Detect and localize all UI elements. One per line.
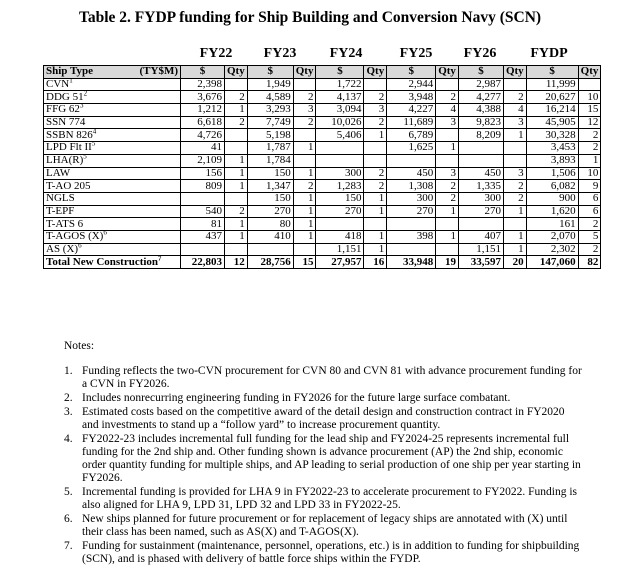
notes-section (64, 340, 584, 567)
funding-amount-cell: 22,803 (181, 256, 225, 269)
funding-amount-cell: 1,347 (247, 180, 293, 193)
funding-amount-cell (387, 243, 436, 256)
quantity-cell: 3 (436, 167, 459, 180)
quantity-cell: 2 (225, 91, 248, 104)
note-number: 7. (64, 540, 73, 552)
funding-amount-cell: 150 (247, 167, 293, 180)
quantity-cell (225, 129, 248, 142)
ship-type-cell (44, 218, 181, 231)
quantity-cell (503, 78, 526, 91)
note-text: Includes nonrecurring engineering funding in FY2026 for the future large surface combatant. (82, 392, 511, 404)
ship-name: DDG 51 (46, 90, 84, 103)
funding-amount-cell: 2,109 (181, 154, 225, 167)
quantity-cell (225, 192, 248, 205)
quantity-cell (225, 78, 248, 91)
fiscal-year-heading: FY24 (329, 46, 363, 61)
funding-amount-cell: 1,722 (316, 78, 364, 91)
qty-header: Qty (225, 66, 248, 79)
ship-type-cell (44, 230, 181, 243)
quantity-cell (293, 154, 316, 167)
funding-amount-cell: 27,957 (316, 256, 364, 269)
quantity-cell: 15 (578, 104, 601, 117)
quantity-cell: 12 (578, 116, 601, 129)
note-text: New ships planned for future procurement or for replacement of legacy ships are annotated with (X) until their class has been named, such as AS(X) and T-AGOS(X). (82, 513, 568, 538)
funding-amount-cell: 6,618 (181, 116, 225, 129)
quantity-cell: 2 (578, 142, 601, 155)
ship-name: T-EPF (46, 205, 75, 217)
quantity-cell (364, 154, 387, 167)
quantity-cell: 1 (225, 167, 248, 180)
quantity-cell: 1 (293, 142, 316, 155)
funding-amount-cell (181, 243, 225, 256)
funding-amount-cell: 8,209 (458, 129, 503, 142)
quantity-cell: 2 (364, 116, 387, 129)
quantity-cell (578, 78, 601, 91)
quantity-cell: 3 (503, 167, 526, 180)
funding-amount-cell: 450 (387, 167, 436, 180)
table-row (44, 154, 601, 167)
funding-amount-cell: 3,676 (181, 91, 225, 104)
quantity-cell (293, 129, 316, 142)
quantity-cell (503, 142, 526, 155)
ship-type-cell (44, 167, 181, 180)
table-title: Table 2. FYDP funding for Ship Building and Conversion Navy (SCN) (78, 9, 542, 26)
funding-amount-cell: 3,293 (247, 104, 293, 117)
quantity-cell: 1 (225, 180, 248, 193)
funding-amount-cell: 81 (181, 218, 225, 231)
qty-header: Qty (436, 66, 459, 79)
quantity-cell: 2 (436, 180, 459, 193)
quantity-cell: 1 (364, 230, 387, 243)
qty-header: Qty (578, 66, 601, 79)
funding-amount-cell: 1,949 (247, 78, 293, 91)
quantity-cell: 1 (225, 230, 248, 243)
total-label: Total New Construction (46, 255, 159, 268)
quantity-cell: 2 (578, 129, 601, 142)
quantity-cell (364, 142, 387, 155)
funding-amount-cell: 3,948 (387, 91, 436, 104)
ship-type-cell (44, 243, 181, 256)
funding-amount-cell: 33,597 (458, 256, 503, 269)
funding-amount-cell: 16,214 (526, 104, 578, 117)
footnote-marker: 6 (78, 243, 82, 250)
quantity-cell: 3 (436, 116, 459, 129)
quantity-cell: 2 (578, 243, 601, 256)
footnote-marker: 4 (92, 128, 97, 136)
funding-amount-cell (247, 243, 293, 256)
funding-amount-cell: 5,406 (316, 129, 364, 142)
funding-amount-cell: 410 (247, 230, 293, 243)
funding-amount-cell: 6,082 (526, 180, 578, 193)
quantity-cell: 2 (436, 192, 459, 205)
quantity-cell: 10 (578, 167, 601, 180)
funding-amount-cell: 30,328 (526, 129, 578, 142)
quantity-cell: 1 (225, 104, 248, 117)
funding-amount-cell: 41 (181, 142, 225, 155)
unit-label: (TY$M) (139, 65, 178, 78)
quantity-cell (503, 218, 526, 231)
funding-amount-cell: 270 (458, 205, 503, 218)
quantity-cell (436, 78, 459, 91)
funding-amount-cell: 4,726 (181, 129, 225, 142)
funding-amount-cell (387, 154, 436, 167)
ship-name: SSN 774 (46, 116, 86, 129)
funding-amount-cell: 11,689 (387, 116, 436, 129)
fiscal-year-heading: FYDP (530, 46, 568, 61)
funding-amount-cell: 3,453 (526, 142, 578, 155)
scn-funding-table (43, 65, 601, 269)
table-row (44, 78, 601, 91)
ship-name: FFG 62 (46, 103, 80, 116)
note-item (64, 433, 584, 485)
ship-name: T-ATS 6 (46, 217, 84, 230)
ship-type-cell (44, 129, 181, 142)
funding-amount-cell: 300 (458, 192, 503, 205)
table-row (44, 129, 601, 142)
funding-amount-cell: 1,308 (387, 180, 436, 193)
quantity-cell: 4 (436, 104, 459, 117)
funding-amount-cell: 4,137 (316, 91, 364, 104)
funding-amount-cell: 1,335 (458, 180, 503, 193)
funding-amount-cell: 4,388 (458, 104, 503, 117)
funding-amount-cell: 1,620 (526, 205, 578, 218)
quantity-cell: 1 (503, 129, 526, 142)
table-row (44, 142, 601, 155)
funding-amount-cell: 270 (387, 205, 436, 218)
funding-amount-cell: 156 (181, 167, 225, 180)
quantity-cell: 20 (503, 256, 526, 269)
amount-header: $ (387, 66, 436, 79)
amount-header: $ (526, 66, 578, 79)
note-item (64, 486, 584, 512)
funding-amount-cell: 407 (458, 230, 503, 243)
ship-type-cell (44, 205, 181, 218)
funding-amount-cell: 11,999 (526, 78, 578, 91)
table-row (44, 230, 601, 243)
qty-header: Qty (364, 66, 387, 79)
note-number: 4. (64, 433, 73, 445)
table-row (44, 180, 601, 193)
footnote-marker: 3 (79, 103, 84, 110)
funding-amount-cell: 80 (247, 218, 293, 231)
funding-amount-cell: 7,749 (247, 116, 293, 129)
quantity-cell: 1 (503, 230, 526, 243)
quantity-cell: 16 (364, 256, 387, 269)
fiscal-year-heading: FY25 (399, 46, 433, 61)
funding-amount-cell (458, 218, 503, 231)
funding-amount-cell (458, 142, 503, 155)
ship-name: LAW (46, 167, 71, 179)
ship-type-cell (44, 116, 181, 129)
table-row (44, 205, 601, 218)
table-row (44, 218, 601, 231)
table-row (44, 91, 601, 104)
ship-type-cell (44, 154, 181, 167)
funding-amount-cell: 450 (458, 167, 503, 180)
funding-amount-cell: 161 (526, 218, 578, 231)
note-text: Estimated costs based on the competitive award of the detail design and construction contract in FY2020 and investments to stand up a “follow yard” to increase procurement quantity. (82, 406, 565, 431)
quantity-cell: 1 (225, 154, 248, 167)
footnote-marker: 6 (103, 230, 107, 237)
quantity-cell: 1 (503, 243, 526, 256)
funding-amount-cell: 2,398 (181, 78, 225, 91)
quantity-cell (293, 78, 316, 91)
quantity-cell: 4 (503, 104, 526, 117)
quantity-cell (436, 129, 459, 142)
ship-name: AS (X) (46, 243, 79, 255)
funding-amount-cell: 4,227 (387, 104, 436, 117)
quantity-cell: 2 (225, 205, 248, 218)
ship-type-cell (44, 91, 181, 104)
funding-amount-cell: 3,893 (526, 154, 578, 167)
funding-amount-cell (181, 192, 225, 205)
note-number: 1. (64, 365, 73, 377)
footnote-marker: 1 (69, 78, 73, 85)
funding-amount-cell: 2,944 (387, 78, 436, 91)
quantity-cell: 2 (364, 167, 387, 180)
funding-amount-cell: 4,277 (458, 91, 503, 104)
funding-amount-cell (316, 154, 364, 167)
ship-name: LPD Flt II (46, 141, 92, 154)
funding-amount-cell: 20,627 (526, 91, 578, 104)
funding-amount-cell: 809 (181, 180, 225, 193)
quantity-cell: 1 (364, 129, 387, 142)
funding-amount-cell: 10,026 (316, 116, 364, 129)
quantity-cell: 6 (578, 205, 601, 218)
funding-amount-cell: 1,784 (247, 154, 293, 167)
funding-amount-cell: 1,283 (316, 180, 364, 193)
quantity-cell: 2 (293, 91, 316, 104)
quantity-cell: 1 (503, 205, 526, 218)
table-row (44, 116, 601, 129)
quantity-cell: 12 (225, 256, 248, 269)
ship-name: LHA(R) (46, 154, 84, 167)
quantity-cell: 10 (578, 91, 601, 104)
quantity-cell (436, 218, 459, 231)
funding-amount-cell: 1,212 (181, 104, 225, 117)
quantity-cell: 1 (364, 192, 387, 205)
quantity-cell: 19 (436, 256, 459, 269)
quantity-cell: 2 (578, 218, 601, 231)
quantity-cell: 1 (293, 167, 316, 180)
funding-amount-cell (316, 142, 364, 155)
table-row (44, 167, 601, 180)
funding-amount-cell (458, 154, 503, 167)
funding-amount-cell: 437 (181, 230, 225, 243)
note-item (64, 540, 584, 566)
note-text: FY2022-23 includes incremental full funding for the lead ship and FY2024-25 represents incremental full funding for the 2nd ship and. Other funding shown is advance procurement (AP) the 2nd ship, economic order quantity funding for multiple ships, and AP leading to serial production of one ship per year starting in FY2026. (82, 433, 581, 484)
quantity-cell: 2 (503, 91, 526, 104)
note-item (64, 513, 584, 539)
quantity-cell: 9 (578, 180, 601, 193)
quantity-cell: 2 (436, 91, 459, 104)
funding-amount-cell: 300 (316, 167, 364, 180)
funding-amount-cell: 6,789 (387, 129, 436, 142)
quantity-cell: 1 (436, 142, 459, 155)
funding-amount-cell: 150 (316, 192, 364, 205)
funding-amount-cell: 900 (526, 192, 578, 205)
ship-name: CVN (46, 78, 70, 91)
quantity-cell: 6 (578, 192, 601, 205)
quantity-cell: 2 (503, 192, 526, 205)
quantity-cell: 1 (293, 230, 316, 243)
quantity-cell (293, 243, 316, 256)
qty-header: Qty (503, 66, 526, 79)
funding-amount-cell: 270 (247, 205, 293, 218)
amount-header: $ (458, 66, 503, 79)
amount-header: $ (316, 66, 364, 79)
funding-amount-cell: 1,506 (526, 167, 578, 180)
funding-amount-cell: 1,625 (387, 142, 436, 155)
ship-type-cell (44, 180, 181, 193)
quantity-cell: 1 (364, 243, 387, 256)
funding-amount-cell: 270 (316, 205, 364, 218)
ship-name: T-AGOS (X) (46, 230, 104, 243)
amount-header: $ (247, 66, 293, 79)
funding-amount-cell: 1,151 (316, 243, 364, 256)
funding-amount-cell: 33,948 (387, 256, 436, 269)
quantity-cell: 2 (225, 116, 248, 129)
funding-amount-cell (316, 218, 364, 231)
ship-type-cell (44, 192, 181, 205)
fiscal-year-heading: FY23 (263, 46, 297, 61)
footnote-marker: 5 (83, 154, 87, 161)
quantity-cell (436, 243, 459, 256)
table-row (44, 104, 601, 117)
funding-amount-cell: 45,905 (526, 116, 578, 129)
qty-header: Qty (293, 66, 316, 79)
quantity-cell: 3 (503, 116, 526, 129)
quantity-cell (503, 154, 526, 167)
note-item (64, 392, 584, 405)
quantity-cell: 1 (293, 205, 316, 218)
funding-amount-cell: 4,589 (247, 91, 293, 104)
ship-type-cell (44, 104, 181, 117)
quantity-cell: 1 (293, 218, 316, 231)
funding-amount-cell: 540 (181, 205, 225, 218)
ship-name: SSBN 826 (46, 128, 93, 141)
quantity-cell (364, 218, 387, 231)
total-row (44, 256, 601, 269)
funding-amount-cell: 1,151 (458, 243, 503, 256)
footnote-marker: 2 (83, 90, 88, 98)
quantity-cell: 2 (364, 180, 387, 193)
funding-amount-cell: 9,823 (458, 116, 503, 129)
quantity-cell: 2 (293, 180, 316, 193)
quantity-cell: 1 (225, 218, 248, 231)
quantity-cell: 1 (436, 230, 459, 243)
ship-type-cell (44, 78, 181, 91)
ship-name: NGLS (46, 192, 75, 205)
table-row (44, 192, 601, 205)
footnote-marker: 5 (91, 141, 96, 148)
table-row (44, 243, 601, 256)
amount-header: $ (181, 66, 225, 79)
quantity-cell: 3 (293, 104, 316, 117)
quantity-cell (436, 154, 459, 167)
ship-type-cell (44, 142, 181, 155)
quantity-cell: 2 (364, 91, 387, 104)
note-item (64, 365, 584, 391)
note-text: Funding for sustainment (maintenance, personnel, operations, etc.) is in addition to funding for shipbuilding (SCN), and is phased with delivery of battle force ships within the FYDP. (82, 540, 580, 565)
header-row (44, 66, 601, 79)
quantity-cell (225, 243, 248, 256)
ship-type-label: Ship Type (46, 65, 93, 78)
quantity-cell (225, 142, 248, 155)
quantity-cell: 1 (293, 192, 316, 205)
funding-amount-cell (387, 218, 436, 231)
quantity-cell: 5 (578, 230, 601, 243)
funding-amount-cell: 28,756 (247, 256, 293, 269)
funding-amount-cell: 5,198 (247, 129, 293, 142)
funding-amount-cell: 150 (247, 192, 293, 205)
funding-amount-cell: 147,060 (526, 256, 578, 269)
ship-type-header (44, 66, 181, 79)
funding-amount-cell: 418 (316, 230, 364, 243)
note-item (64, 406, 584, 432)
funding-amount-cell: 398 (387, 230, 436, 243)
note-number: 5. (64, 486, 73, 498)
fiscal-year-heading: FY22 (199, 46, 233, 61)
quantity-cell: 1 (436, 205, 459, 218)
quantity-cell: 1 (578, 154, 601, 167)
funding-amount-cell: 2,302 (526, 243, 578, 256)
note-text: Funding reflects the two-CVN procurement for CVN 80 and CVN 81 with advance procurement funding for a CVN in FY2026. (82, 365, 582, 390)
note-number: 3. (64, 406, 73, 418)
funding-amount-cell: 2,987 (458, 78, 503, 91)
notes-title: Notes: (64, 340, 95, 352)
funding-amount-cell: 1,787 (247, 142, 293, 155)
quantity-cell: 2 (503, 180, 526, 193)
quantity-cell: 82 (578, 256, 601, 269)
note-number: 6. (64, 513, 73, 525)
funding-amount-cell: 300 (387, 192, 436, 205)
quantity-cell: 2 (293, 116, 316, 129)
ship-name: T-AO 205 (46, 179, 91, 192)
quantity-cell: 3 (364, 104, 387, 117)
funding-amount-cell: 3,094 (316, 104, 364, 117)
funding-amount-cell: 2,070 (526, 230, 578, 243)
footnote-marker: 7 (158, 255, 162, 262)
total-label-cell (44, 256, 181, 269)
quantity-cell: 1 (364, 205, 387, 218)
quantity-cell (364, 78, 387, 91)
note-text: Incremental funding is provided for LHA 9 in FY2022-23 to accelerate procurement to FY2022. Funding is also aligned for LHA 9, LPD 31, LPD 32 and LPD 33 in FY2022-25. (82, 486, 578, 511)
quantity-cell: 15 (293, 256, 316, 269)
fiscal-year-heading: FY26 (463, 46, 497, 61)
note-number: 2. (64, 392, 73, 404)
